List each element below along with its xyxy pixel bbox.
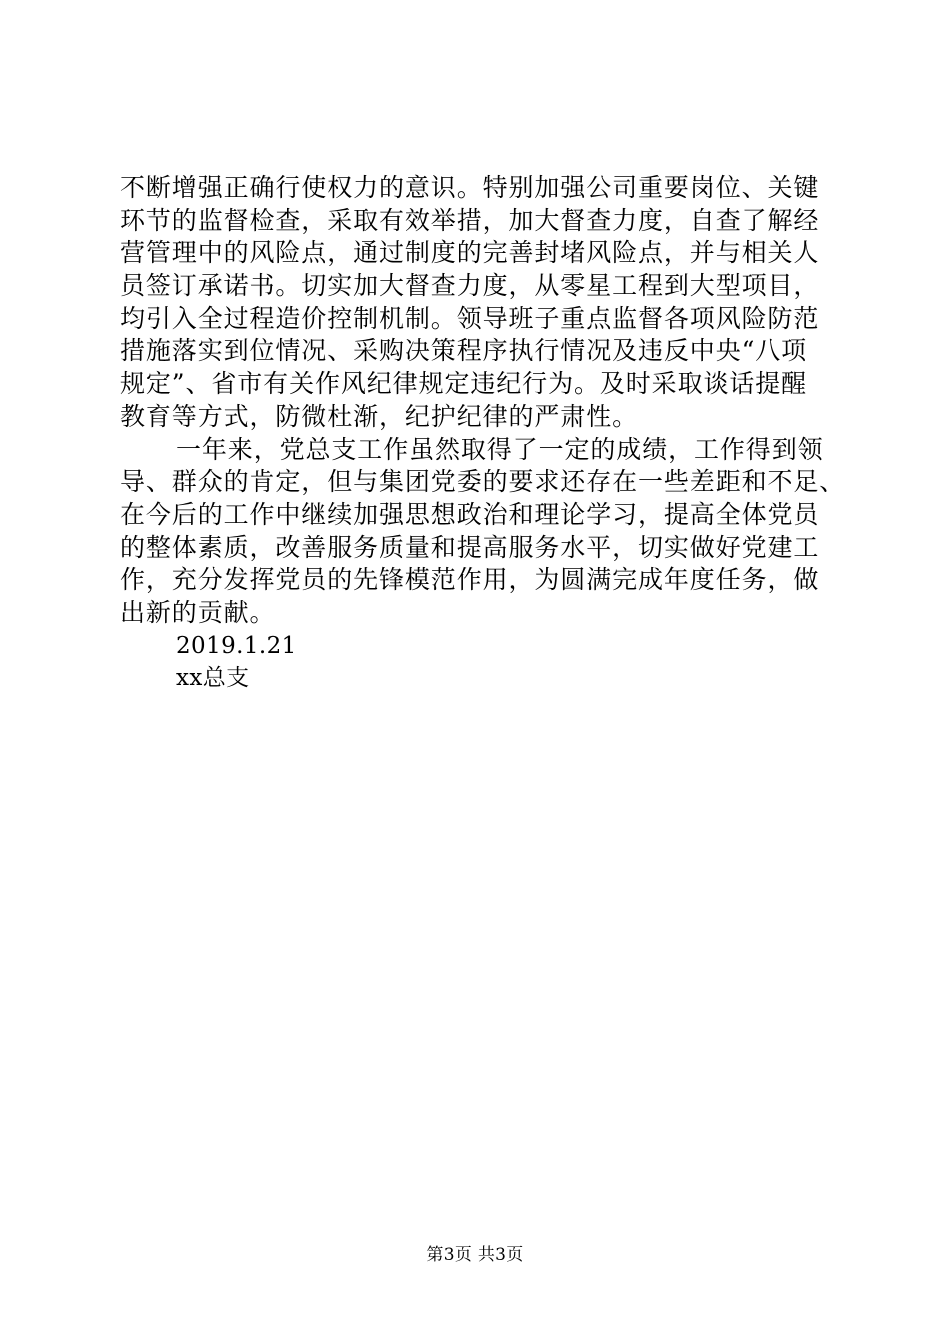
paragraph-2-line: 一年来，党总支工作虽然取得了一定的成绩，工作得到领 [176,434,824,464]
paragraph-2-line: 作，充分发挥党员的先锋模范作用，为圆满完成年度任务，做 [120,565,820,595]
paragraph-1-line: 不断增强正确行使权力的意识。特别加强公司重要岗位、关键 [120,173,820,202]
paragraph-1-line: 员签订承诺书。切实加大督查力度，从零星工程到大型项目， [120,271,820,301]
paragraph-2-line: 的整体素质，改善服务质量和提高服务水平，切实做好党建工 [120,532,820,562]
paragraph-1-line: 教育等方式，防微杜渐，纪护纪律的严肃性。 [120,401,639,431]
document-signature: xx总支 [176,665,250,692]
paragraph-1-line: 环节的监督检查，采取有效举措，加大督查力度，自查了解经 [120,205,820,235]
paragraph-2-line: 在今后的工作中继续加强思想政治和理论学习，提高全体党员 [120,499,820,529]
document-body [120,172,846,695]
paragraph-2-line: 出新的贡献。 [120,597,276,627]
paragraph-1-line: 均引入全过程造价控制机制。领导班子重点监督各项风险防范 [120,303,820,333]
paragraph-2-line: 导、群众的肯定，但与集团党委的要求还存在一些差距和不足、 [120,467,846,497]
page-footer: 第3页 共3页 [426,1245,524,1265]
paragraph-1-line: 措施落实到位情况、采购决策程序执行情况及违反中央“八项 [120,336,808,366]
paragraph-1-line: 规定”、省市有关作风纪律规定违纪行为。及时采取谈话提醒 [120,369,808,399]
document-date: 2019.1.21 [176,632,297,659]
paragraph-1-line: 营管理中的风险点，通过制度的完善封堵风险点，并与相关人 [120,238,820,268]
